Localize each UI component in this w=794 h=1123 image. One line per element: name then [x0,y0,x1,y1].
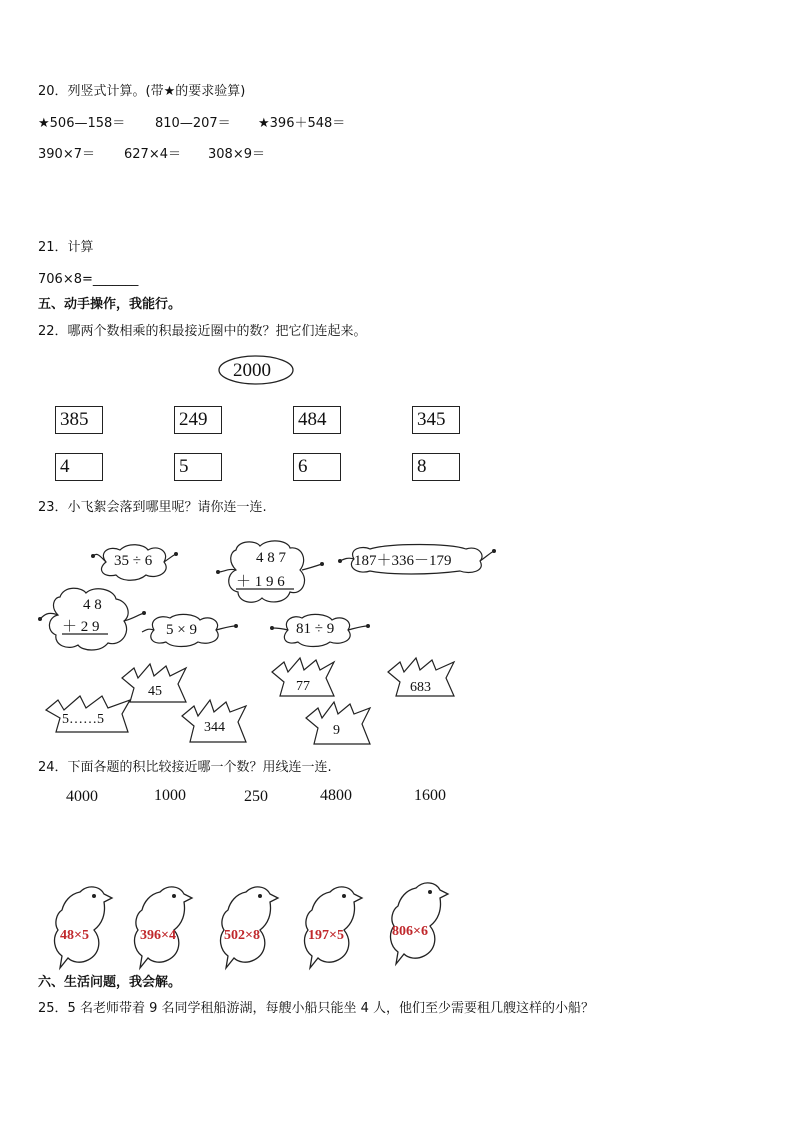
bird-icon [216,880,286,972]
cloud-addend-top[interactable]: 4 8 [83,597,102,613]
cloud-expression[interactable]: 187＋336－179 [354,553,452,569]
q23-title: 23．小飞絮会落到哪里呢？请你连一连. [38,500,267,515]
cloud-sum-line [62,633,112,637]
q21-answer-blank[interactable]: _______ [92,272,139,287]
q20-item-4: 390×7＝ [38,147,95,162]
crown-number[interactable]: 77 [296,679,310,694]
top-number-box[interactable]: 484 [293,406,341,434]
target-number[interactable]: 1000 [154,787,186,804]
bird-card[interactable] [130,880,200,972]
bird-card[interactable] [300,880,370,972]
bird-expression: 396×4 [140,928,176,943]
crown-number[interactable]: 344 [204,720,225,735]
bird-card[interactable] [216,880,286,972]
target-number: 2000 [233,360,271,381]
bird-expression: 502×8 [224,928,260,943]
top-number-box[interactable]: 385 [55,406,103,434]
target-number[interactable]: 4800 [320,787,352,804]
cloud-expression[interactable]: 35 ÷ 6 [114,553,153,569]
q20-item-5: 627×4＝ [124,147,181,162]
bird-icon [50,880,120,972]
crown-number[interactable]: 9 [333,723,340,738]
q21-title: 21．计算 [38,240,94,255]
bottom-number-box[interactable]: 6 [293,453,341,481]
target-number[interactable]: 4000 [66,788,98,805]
q20-item-6: 308×9＝ [208,147,265,162]
q20-item-1: ★506—158＝ [38,116,126,131]
q24-title: 24．下面各题的积比较接近哪一个数？用线连一连. [38,760,332,775]
bird-icon [300,880,370,972]
q20-title: 20．列竖式计算。(带★的要求验算) [38,84,246,99]
q21-expr: 706×8= [38,272,93,287]
crown-number[interactable]: 45 [148,684,162,699]
bird-expression: 197×5 [308,928,344,943]
bird-expression: 48×5 [60,928,89,943]
bird-card[interactable] [50,880,120,972]
bottom-number-box[interactable]: 8 [412,453,460,481]
cloud-expression[interactable]: 5 × 9 [166,622,197,638]
crown-number[interactable]: 683 [410,680,431,695]
q25-title: 25．5 名老师带着 9 名同学租船游湖，每艘小船只能坐 4 人，他们至少需要租几艘这样的小船？ [38,1001,595,1016]
q20-item-3: ★396＋548＝ [258,116,346,131]
cloud-addend-bottom[interactable]: ＋ 2 9 [62,619,100,635]
target-number[interactable]: 1600 [414,787,446,804]
target-number[interactable]: 250 [244,788,268,805]
bird-expression: 806×6 [392,924,428,939]
bottom-number-box[interactable]: 4 [55,453,103,481]
cloud-addend-top[interactable]: 4 8 7 [256,550,286,566]
bird-icon [130,880,200,972]
q22-title: 22．哪两个数相乘的积最接近圈中的数？把它们连起来。 [38,324,367,339]
section-6-heading: 六、生活问题，我会解。 [38,975,182,990]
cloud-expression[interactable]: 81 ÷ 9 [296,621,335,637]
bottom-number-box[interactable]: 5 [174,453,222,481]
cloud-addend-bottom[interactable]: ＋ 1 9 6 [236,574,285,590]
cloud-sum-line [236,588,296,592]
q21-expression [38,272,138,288]
top-number-box[interactable]: 345 [412,406,460,434]
crown-number[interactable]: 5……5 [62,712,104,727]
bird-card[interactable] [386,876,456,968]
section-5-heading: 五、动手操作，我能行。 [38,297,182,312]
q20-item-2: 810—207＝ [155,116,231,131]
top-number-box[interactable]: 249 [174,406,222,434]
bird-icon [386,876,456,968]
